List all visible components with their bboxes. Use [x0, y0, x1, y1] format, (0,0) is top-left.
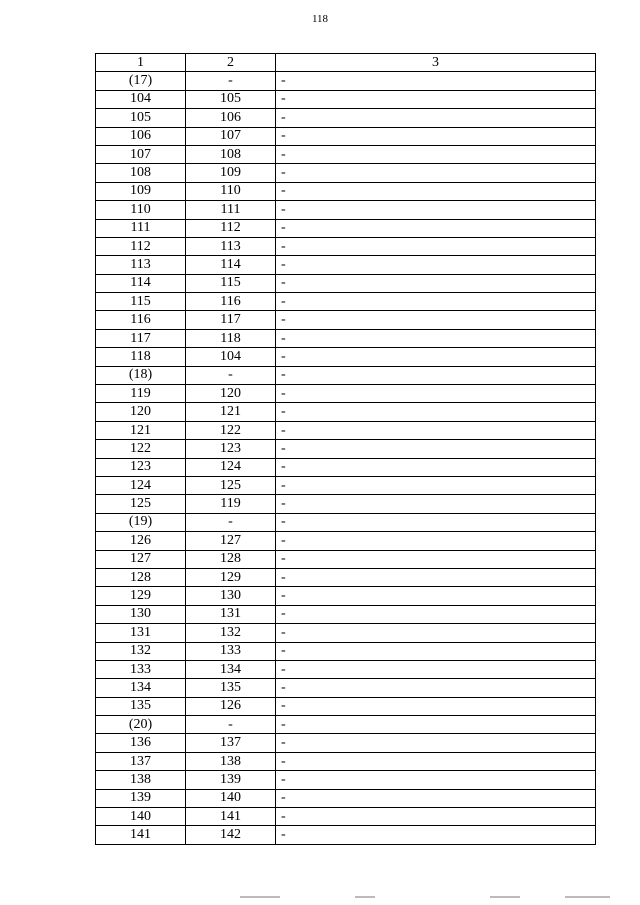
- cell-col-3: -: [276, 219, 596, 237]
- cell-col-3: -: [276, 660, 596, 678]
- cell-col-2: -: [186, 72, 276, 90]
- table-row: [96, 660, 596, 678]
- cell-col-1: 135: [96, 697, 186, 715]
- table-row: [96, 421, 596, 439]
- cell-col-1: 111: [96, 219, 186, 237]
- cell-col-1: 129: [96, 587, 186, 605]
- cell-col-3: -: [276, 587, 596, 605]
- cell-col-2: 112: [186, 219, 276, 237]
- cell-col-2: 125: [186, 476, 276, 494]
- cell-col-1: 108: [96, 164, 186, 182]
- data-table: [95, 53, 596, 845]
- cell-col-3: -: [276, 789, 596, 807]
- cell-col-1: 123: [96, 458, 186, 476]
- cell-col-1: 121: [96, 421, 186, 439]
- cell-col-3: -: [276, 274, 596, 292]
- cell-col-3: -: [276, 366, 596, 384]
- cell-col-2: 133: [186, 642, 276, 660]
- cell-col-2: 123: [186, 440, 276, 458]
- table-row: [96, 274, 596, 292]
- cell-col-3: -: [276, 145, 596, 163]
- table-row: [96, 532, 596, 550]
- cell-col-1: 128: [96, 568, 186, 586]
- table-row: [96, 145, 596, 163]
- cell-col-2: 119: [186, 495, 276, 513]
- cell-col-1: 141: [96, 826, 186, 844]
- cell-col-2: 115: [186, 274, 276, 292]
- cell-col-3: -: [276, 679, 596, 697]
- cell-col-1: 130: [96, 605, 186, 623]
- table-row: [96, 403, 596, 421]
- cell-col-3: -: [276, 109, 596, 127]
- cell-col-1: (20): [96, 716, 186, 734]
- cell-col-2: 122: [186, 421, 276, 439]
- cell-col-3: -: [276, 421, 596, 439]
- table-row: [96, 771, 596, 789]
- table-row: [96, 587, 596, 605]
- table-row: [96, 311, 596, 329]
- cell-col-2: 128: [186, 550, 276, 568]
- table-row: [96, 182, 596, 200]
- table-row: [96, 752, 596, 770]
- page-number: 118: [311, 13, 329, 25]
- table-row: [96, 164, 596, 182]
- cell-col-3: -: [276, 697, 596, 715]
- table-row: [96, 348, 596, 366]
- cell-col-3: -: [276, 716, 596, 734]
- table-row: [96, 697, 596, 715]
- cell-col-3: -: [276, 752, 596, 770]
- cell-col-1: 140: [96, 808, 186, 826]
- cell-col-3: -: [276, 293, 596, 311]
- cell-col-1: 107: [96, 145, 186, 163]
- cell-col-1: 113: [96, 256, 186, 274]
- column-header-2: 2: [186, 54, 276, 72]
- table-row: [96, 440, 596, 458]
- table-row: [96, 385, 596, 403]
- cell-col-2: 138: [186, 752, 276, 770]
- cell-col-1: 131: [96, 624, 186, 642]
- table-row: [96, 127, 596, 145]
- table-row: [96, 605, 596, 623]
- cell-col-3: -: [276, 311, 596, 329]
- table-row: [96, 808, 596, 826]
- table-body: [96, 54, 596, 845]
- cell-col-1: 138: [96, 771, 186, 789]
- table-row: [96, 476, 596, 494]
- cell-col-3: -: [276, 550, 596, 568]
- cell-col-2: 137: [186, 734, 276, 752]
- table-row: [96, 366, 596, 384]
- cell-col-1: 139: [96, 789, 186, 807]
- cell-col-3: -: [276, 127, 596, 145]
- cell-col-1: 120: [96, 403, 186, 421]
- cell-col-1: 104: [96, 90, 186, 108]
- cell-col-3: -: [276, 642, 596, 660]
- cell-col-2: 127: [186, 532, 276, 550]
- cell-col-2: 110: [186, 182, 276, 200]
- cell-col-3: -: [276, 72, 596, 90]
- table-row: [96, 734, 596, 752]
- cell-col-2: -: [186, 513, 276, 531]
- cell-col-3: -: [276, 440, 596, 458]
- cell-col-2: -: [186, 716, 276, 734]
- cell-col-2: 142: [186, 826, 276, 844]
- table-row: [96, 109, 596, 127]
- cell-col-3: -: [276, 182, 596, 200]
- cell-col-1: 115: [96, 293, 186, 311]
- footer-scan-marks: [0, 896, 640, 902]
- cell-col-2: 141: [186, 808, 276, 826]
- cell-col-3: -: [276, 771, 596, 789]
- cell-col-2: 114: [186, 256, 276, 274]
- table-row: [96, 219, 596, 237]
- cell-col-3: -: [276, 624, 596, 642]
- cell-col-3: -: [276, 90, 596, 108]
- cell-col-2: 104: [186, 348, 276, 366]
- table-row: [96, 513, 596, 531]
- cell-col-2: 105: [186, 90, 276, 108]
- table-row: [96, 237, 596, 255]
- cell-col-3: -: [276, 734, 596, 752]
- cell-col-2: 129: [186, 568, 276, 586]
- cell-col-3: -: [276, 237, 596, 255]
- cell-col-1: 127: [96, 550, 186, 568]
- cell-col-3: -: [276, 201, 596, 219]
- cell-col-2: 113: [186, 237, 276, 255]
- cell-col-3: -: [276, 495, 596, 513]
- table-row: [96, 495, 596, 513]
- cell-col-1: 126: [96, 532, 186, 550]
- cell-col-3: -: [276, 385, 596, 403]
- cell-col-2: 130: [186, 587, 276, 605]
- cell-col-1: 118: [96, 348, 186, 366]
- table-row: [96, 789, 596, 807]
- cell-col-2: 120: [186, 385, 276, 403]
- cell-col-3: -: [276, 605, 596, 623]
- cell-col-1: 124: [96, 476, 186, 494]
- cell-col-2: 107: [186, 127, 276, 145]
- table-row: [96, 679, 596, 697]
- cell-col-2: 121: [186, 403, 276, 421]
- cell-col-2: 124: [186, 458, 276, 476]
- cell-col-2: -: [186, 366, 276, 384]
- cell-col-3: -: [276, 403, 596, 421]
- cell-col-1: 109: [96, 182, 186, 200]
- cell-col-1: 112: [96, 237, 186, 255]
- cell-col-2: 111: [186, 201, 276, 219]
- table-row: [96, 201, 596, 219]
- column-header-1: 1: [96, 54, 186, 72]
- cell-col-2: 132: [186, 624, 276, 642]
- cell-col-1: (19): [96, 513, 186, 531]
- cell-col-1: 105: [96, 109, 186, 127]
- cell-col-3: -: [276, 458, 596, 476]
- cell-col-1: 122: [96, 440, 186, 458]
- table-header-row: [96, 54, 596, 72]
- cell-col-1: 132: [96, 642, 186, 660]
- cell-col-1: 137: [96, 752, 186, 770]
- cell-col-1: 119: [96, 385, 186, 403]
- cell-col-1: 114: [96, 274, 186, 292]
- cell-col-1: 125: [96, 495, 186, 513]
- table-row: [96, 642, 596, 660]
- table-row: [96, 624, 596, 642]
- cell-col-3: -: [276, 513, 596, 531]
- cell-col-3: -: [276, 808, 596, 826]
- table-row: [96, 329, 596, 347]
- cell-col-3: -: [276, 348, 596, 366]
- cell-col-2: 135: [186, 679, 276, 697]
- cell-col-3: -: [276, 476, 596, 494]
- cell-col-1: 116: [96, 311, 186, 329]
- cell-col-3: -: [276, 568, 596, 586]
- cell-col-2: 106: [186, 109, 276, 127]
- cell-col-2: 139: [186, 771, 276, 789]
- cell-col-3: -: [276, 164, 596, 182]
- cell-col-2: 140: [186, 789, 276, 807]
- cell-col-2: 134: [186, 660, 276, 678]
- table-row: [96, 826, 596, 844]
- cell-col-1: (17): [96, 72, 186, 90]
- table-row: [96, 716, 596, 734]
- table-row: [96, 293, 596, 311]
- cell-col-2: 116: [186, 293, 276, 311]
- cell-col-2: 108: [186, 145, 276, 163]
- cell-col-2: 109: [186, 164, 276, 182]
- cell-col-3: -: [276, 826, 596, 844]
- table-row: [96, 90, 596, 108]
- cell-col-3: -: [276, 329, 596, 347]
- cell-col-1: (18): [96, 366, 186, 384]
- column-header-3: 3: [276, 54, 596, 72]
- cell-col-1: 117: [96, 329, 186, 347]
- cell-col-1: 110: [96, 201, 186, 219]
- cell-col-3: -: [276, 256, 596, 274]
- cell-col-2: 131: [186, 605, 276, 623]
- cell-col-1: 133: [96, 660, 186, 678]
- cell-col-1: 136: [96, 734, 186, 752]
- cell-col-3: -: [276, 532, 596, 550]
- cell-col-2: 118: [186, 329, 276, 347]
- cell-col-2: 126: [186, 697, 276, 715]
- table-row: [96, 568, 596, 586]
- table-row: [96, 550, 596, 568]
- table-row: [96, 72, 596, 90]
- cell-col-1: 106: [96, 127, 186, 145]
- table-row: [96, 458, 596, 476]
- cell-col-1: 134: [96, 679, 186, 697]
- table-row: [96, 256, 596, 274]
- cell-col-2: 117: [186, 311, 276, 329]
